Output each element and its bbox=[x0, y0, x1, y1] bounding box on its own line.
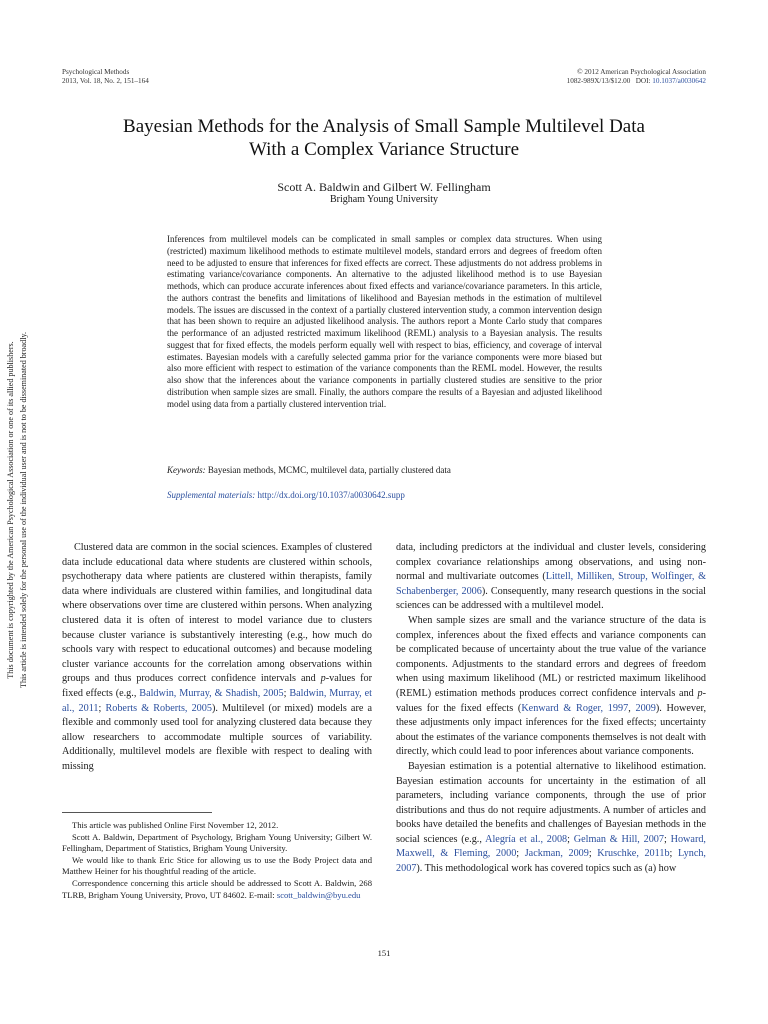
footnotes bbox=[62, 820, 372, 901]
body-paragraph: data, including predictors at the individual and cluster levels, considering complex covariance relationships among observations, and using non-normal and multivariate outcomes (Littell, Milliken, Stroup, Wolfinger, & Schabenberger, 2006). Consequently, many research questions in the social sciences can be addressed with a multilevel model. bbox=[396, 542, 706, 612]
citation-link[interactable]: Howard, Maxwell, & Fleming, 2000 bbox=[396, 833, 706, 860]
title-line-1: Bayesian Methods for the Analysis of Small Sample Multilevel Data bbox=[123, 116, 645, 137]
supplemental-label: Supplemental materials: bbox=[167, 490, 256, 500]
side-copyright-notice bbox=[4, 275, 44, 745]
body-paragraph: Clustered data are common in the social sciences. Examples of clustered data include educational data where students are clustered within schools, psychotherapy data where patients are clustered within therapists, family data where individuals are clustered within families, and longitudinal data where observations over time are clustered within persons. When analyzing clustered data it is often of interest to model variance due to clusters because cluster variance is substantively interesting (e.g., how much do schools vary with respect to educational outcomes) and because modeling cluster variance accounts for the correlation among observations within groups and thus produces correct confidence intervals and p-values for fixed effects (e.g., Baldwin, Murray, & Shadish, 2005; Baldwin, Murray, et al., 2011; Roberts & Roberts, 2005). Multilevel (or mixed) models are a flexible and commonly used tool for analyzing clustered data because they allow researchers to accommodate multiple sources of variability. Additionally, multilevel models are flexible with respect to dealing with missing bbox=[62, 542, 372, 772]
citation-link[interactable]: Alegría et al., 2008 bbox=[485, 833, 568, 845]
citation-link[interactable]: Gelman & Hill, 2007 bbox=[573, 833, 664, 845]
volume-info: 2013, Vol. 18, No. 2, 151–164 bbox=[62, 77, 149, 85]
doi-link[interactable]: 10.1037/a0030642 bbox=[652, 77, 706, 85]
supplemental-link[interactable]: http://dx.doi.org/10.1037/a0030642.supp bbox=[257, 490, 405, 500]
keywords-line bbox=[167, 465, 451, 476]
issn-doi-line bbox=[567, 77, 706, 86]
citation-link[interactable]: Kruschke, 2011b bbox=[597, 848, 670, 860]
citation-link[interactable]: Littell, Milliken, Stroup, Wolfinger, & Schabenberger, 2006 bbox=[396, 571, 706, 597]
running-header-left bbox=[62, 68, 149, 86]
body-paragraph: Bayesian estimation is a potential alternative to likelihood estimation. Bayesian estimation accounts for uncertainty in the estimation of all parameters, including variance components, through the use of prior distributions and thus do not require adjustments. A number of articles and books have detailed the benefits and challenges of Bayesian methods in the social sciences (e.g., Alegría et al., 2008; Gelman & Hill, 2007; Howard, Maxwell, & Fleming, 2000; Jackman, 2009; Kruschke, 2011b; Lynch, 2007). This methodological work has covered topics such as (a) how bbox=[396, 760, 706, 875]
body-column-right bbox=[396, 541, 706, 877]
citation-link[interactable]: Jackman, 2009 bbox=[524, 848, 589, 860]
page-number: 151 bbox=[377, 948, 391, 958]
footnote-online-first: This article was published Online First November 12, 2012. bbox=[72, 820, 279, 830]
supplemental-materials-line bbox=[167, 490, 405, 501]
abstract bbox=[167, 234, 602, 410]
copyright-notice: © 2012 American Psychological Association bbox=[577, 68, 706, 76]
footnote-acknowledgments: We would like to thank Eric Stice for allowing us to use the Body Project data and Matthew Heiner for his thoughtful reading of the article. bbox=[62, 854, 372, 877]
footnote-affiliations: Scott A. Baldwin, Department of Psychology, Brigham Young University; Gilbert W. Fellingham, Department of Statistics, Brigham Young University. bbox=[62, 831, 372, 854]
keywords-text: Bayesian methods, MCMC, multilevel data, partially clustered data bbox=[207, 465, 451, 475]
email-link[interactable]: scott_baldwin@byu.edu bbox=[276, 889, 361, 900]
body-paragraph: When sample sizes are small and the variance structure of the data is complex, inferences about the fixed effects and variance components can be complicated because of uncertainty about the true value of the variance components. Adjustments to the standard errors and degrees of freedom when using maximum likelihood (ML) or restricted maximum likelihood (REML) estimation methods produces correct confidence intervals and p-values for the fixed effects (Kenward & Roger, 1997, 2009). However, these adjustments only impact inferences for the fixed effects; uncertainty about the estimates of the variance components themselves is not dealt with directly, which could lead to poor inferences about variance components. bbox=[396, 614, 706, 758]
citation-link[interactable]: Kenward & Roger, 1997 bbox=[521, 702, 629, 714]
article-title bbox=[60, 115, 708, 161]
journal-name: Psychological Methods bbox=[62, 68, 130, 76]
footnote-correspondence: Correspondence concerning this article should be addressed to Scott A. Baldwin, 268 TLRB, Brigham Young University, Provo, UT 84602. E-mail: scott_baldwin@byu.edu bbox=[62, 877, 372, 900]
issn-price: 1082-989X/13/$12.00 bbox=[566, 77, 631, 85]
citation-link[interactable]: Lynch, 2007 bbox=[396, 848, 706, 875]
body-column-left bbox=[62, 541, 372, 775]
author-names: Scott A. Baldwin and Gilbert W. Fellingham bbox=[277, 180, 491, 194]
side-notice-line-1: This document is copyrighted by the American Psychological Association or one of its allied publishers. bbox=[6, 341, 15, 679]
doi-label: DOI: bbox=[635, 77, 651, 85]
footnote-divider bbox=[62, 812, 212, 813]
abstract-text: Inferences from multilevel models can be complicated in small samples or complex data structures. When using (restricted) maximum likelihood methods to estimate multilevel models, standard errors and degrees of freedom often need to be adjusted to ensure that inferences for fixed effects are correct. These adjustments do not address problems in estimating variance/covariance components. An alternative to the adjusted likelihood method is to use Bayesian methods, which can produce accurate inferences about fixed effects and variance/covariance parameters. In this article, the authors contrast the benefits and limitations of likelihood and Bayesian methods in the estimation of multilevel models. The issues are discussed in the context of a partially clustered intervention study, a common intervention design that has been shown to require an adjusted likelihood analysis. The authors report a Monte Carlo study that compares the performance of an adjusted restricted maximum likelihood (REML) analysis to a Bayesian analysis. The results suggest that for fixed effects, the models perform equally well with respect to bias, efficiency, and coverage of interval estimates. Bayesian models with a carefully selected gamma prior for the variance components were more biased but also more efficient with respect to estimation of the variance components than the REML model. However, the results also show that the inferences about the variance components in partially clustered studies are sensitive to the prior distribution when sample sizes are small. Finally, the authors compare the results of a Bayesian and adjusted likelihood model using data from a partially clustered intervention trial. bbox=[167, 234, 602, 409]
author-affiliation: Brigham Young University bbox=[329, 194, 439, 205]
citation-link[interactable]: Baldwin, Murray, et al., 2011 bbox=[62, 687, 372, 714]
keywords-label: Keywords: bbox=[167, 465, 206, 475]
title-line-2: With a Complex Variance Structure bbox=[248, 139, 520, 160]
citation-link[interactable]: Baldwin, Murray, & Shadish, 2005 bbox=[139, 687, 284, 699]
running-header-right bbox=[567, 68, 706, 86]
side-notice-line-2: This article is intended solely for the personal use of the individual user and is not to be disseminated broadly. bbox=[19, 332, 28, 688]
citation-link[interactable]: 2009 bbox=[635, 702, 656, 714]
citation-link[interactable]: Roberts & Roberts, 2005 bbox=[105, 702, 212, 714]
